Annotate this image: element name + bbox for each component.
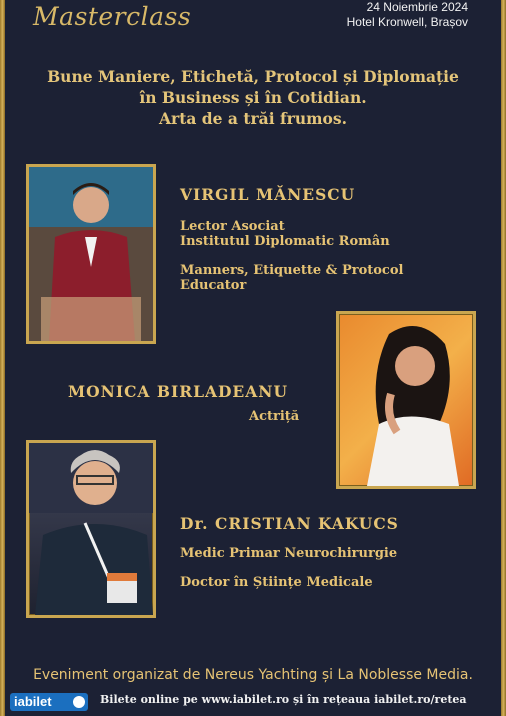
speaker-photo-monica [336, 311, 476, 489]
man-in-suit-illustration [29, 167, 153, 341]
speaker1-name: VIRGIL MĂNESCU [180, 185, 356, 204]
speaker1-role-2b: Educator [180, 278, 247, 293]
speaker-photo-virgil [26, 164, 156, 344]
speaker2-role: Actriță [249, 409, 300, 424]
speaker1-role-2a: Manners, Etiquette & Protocol [180, 263, 404, 278]
event-date-venue [347, 0, 468, 30]
tickets-text[interactable]: Bilete online pe www.iabilet.ro și în rețeaua iabilet.ro/retea [100, 693, 467, 706]
speaker-photo-cristian [26, 440, 156, 618]
speaker3-role-2: Doctor în Științe Medicale [180, 575, 373, 590]
organizer-text: Eveniment organizat de Nereus Yachting și La Noblesse Media. [33, 667, 473, 683]
headline-line-1: Bune Maniere, Etichetă, Protocol și Diplomație [47, 67, 459, 86]
speaker1-role-1a: Lector Asociat [180, 219, 285, 234]
iabilet-logo[interactable] [10, 693, 88, 711]
speaker2-name: MONICA BIRLADEANU [68, 382, 288, 401]
man-with-badge-illustration [29, 443, 153, 615]
headline-line-3: Arta de a trăi frumos. [159, 109, 347, 128]
logo-dot-icon [73, 696, 85, 708]
event-venue: Hotel Kronwell, Brașov [346, 15, 468, 29]
masterclass-title: Masterclass [33, 2, 192, 31]
woman-portrait-illustration [339, 314, 473, 486]
speaker3-name: Dr. CRISTIAN KAKUCS [180, 514, 399, 533]
speaker3-role-1: Medic Primar Neurochirurgie [180, 546, 398, 561]
event-headline [0, 66, 506, 129]
speaker1-role-1b: Institutul Diplomatic Român [180, 234, 390, 249]
headline-line-2: în Business și în Cotidian. [139, 88, 367, 107]
iabilet-logo-text: iabilet [14, 694, 52, 709]
event-date: 24 Noiembrie 2024 [366, 0, 468, 14]
